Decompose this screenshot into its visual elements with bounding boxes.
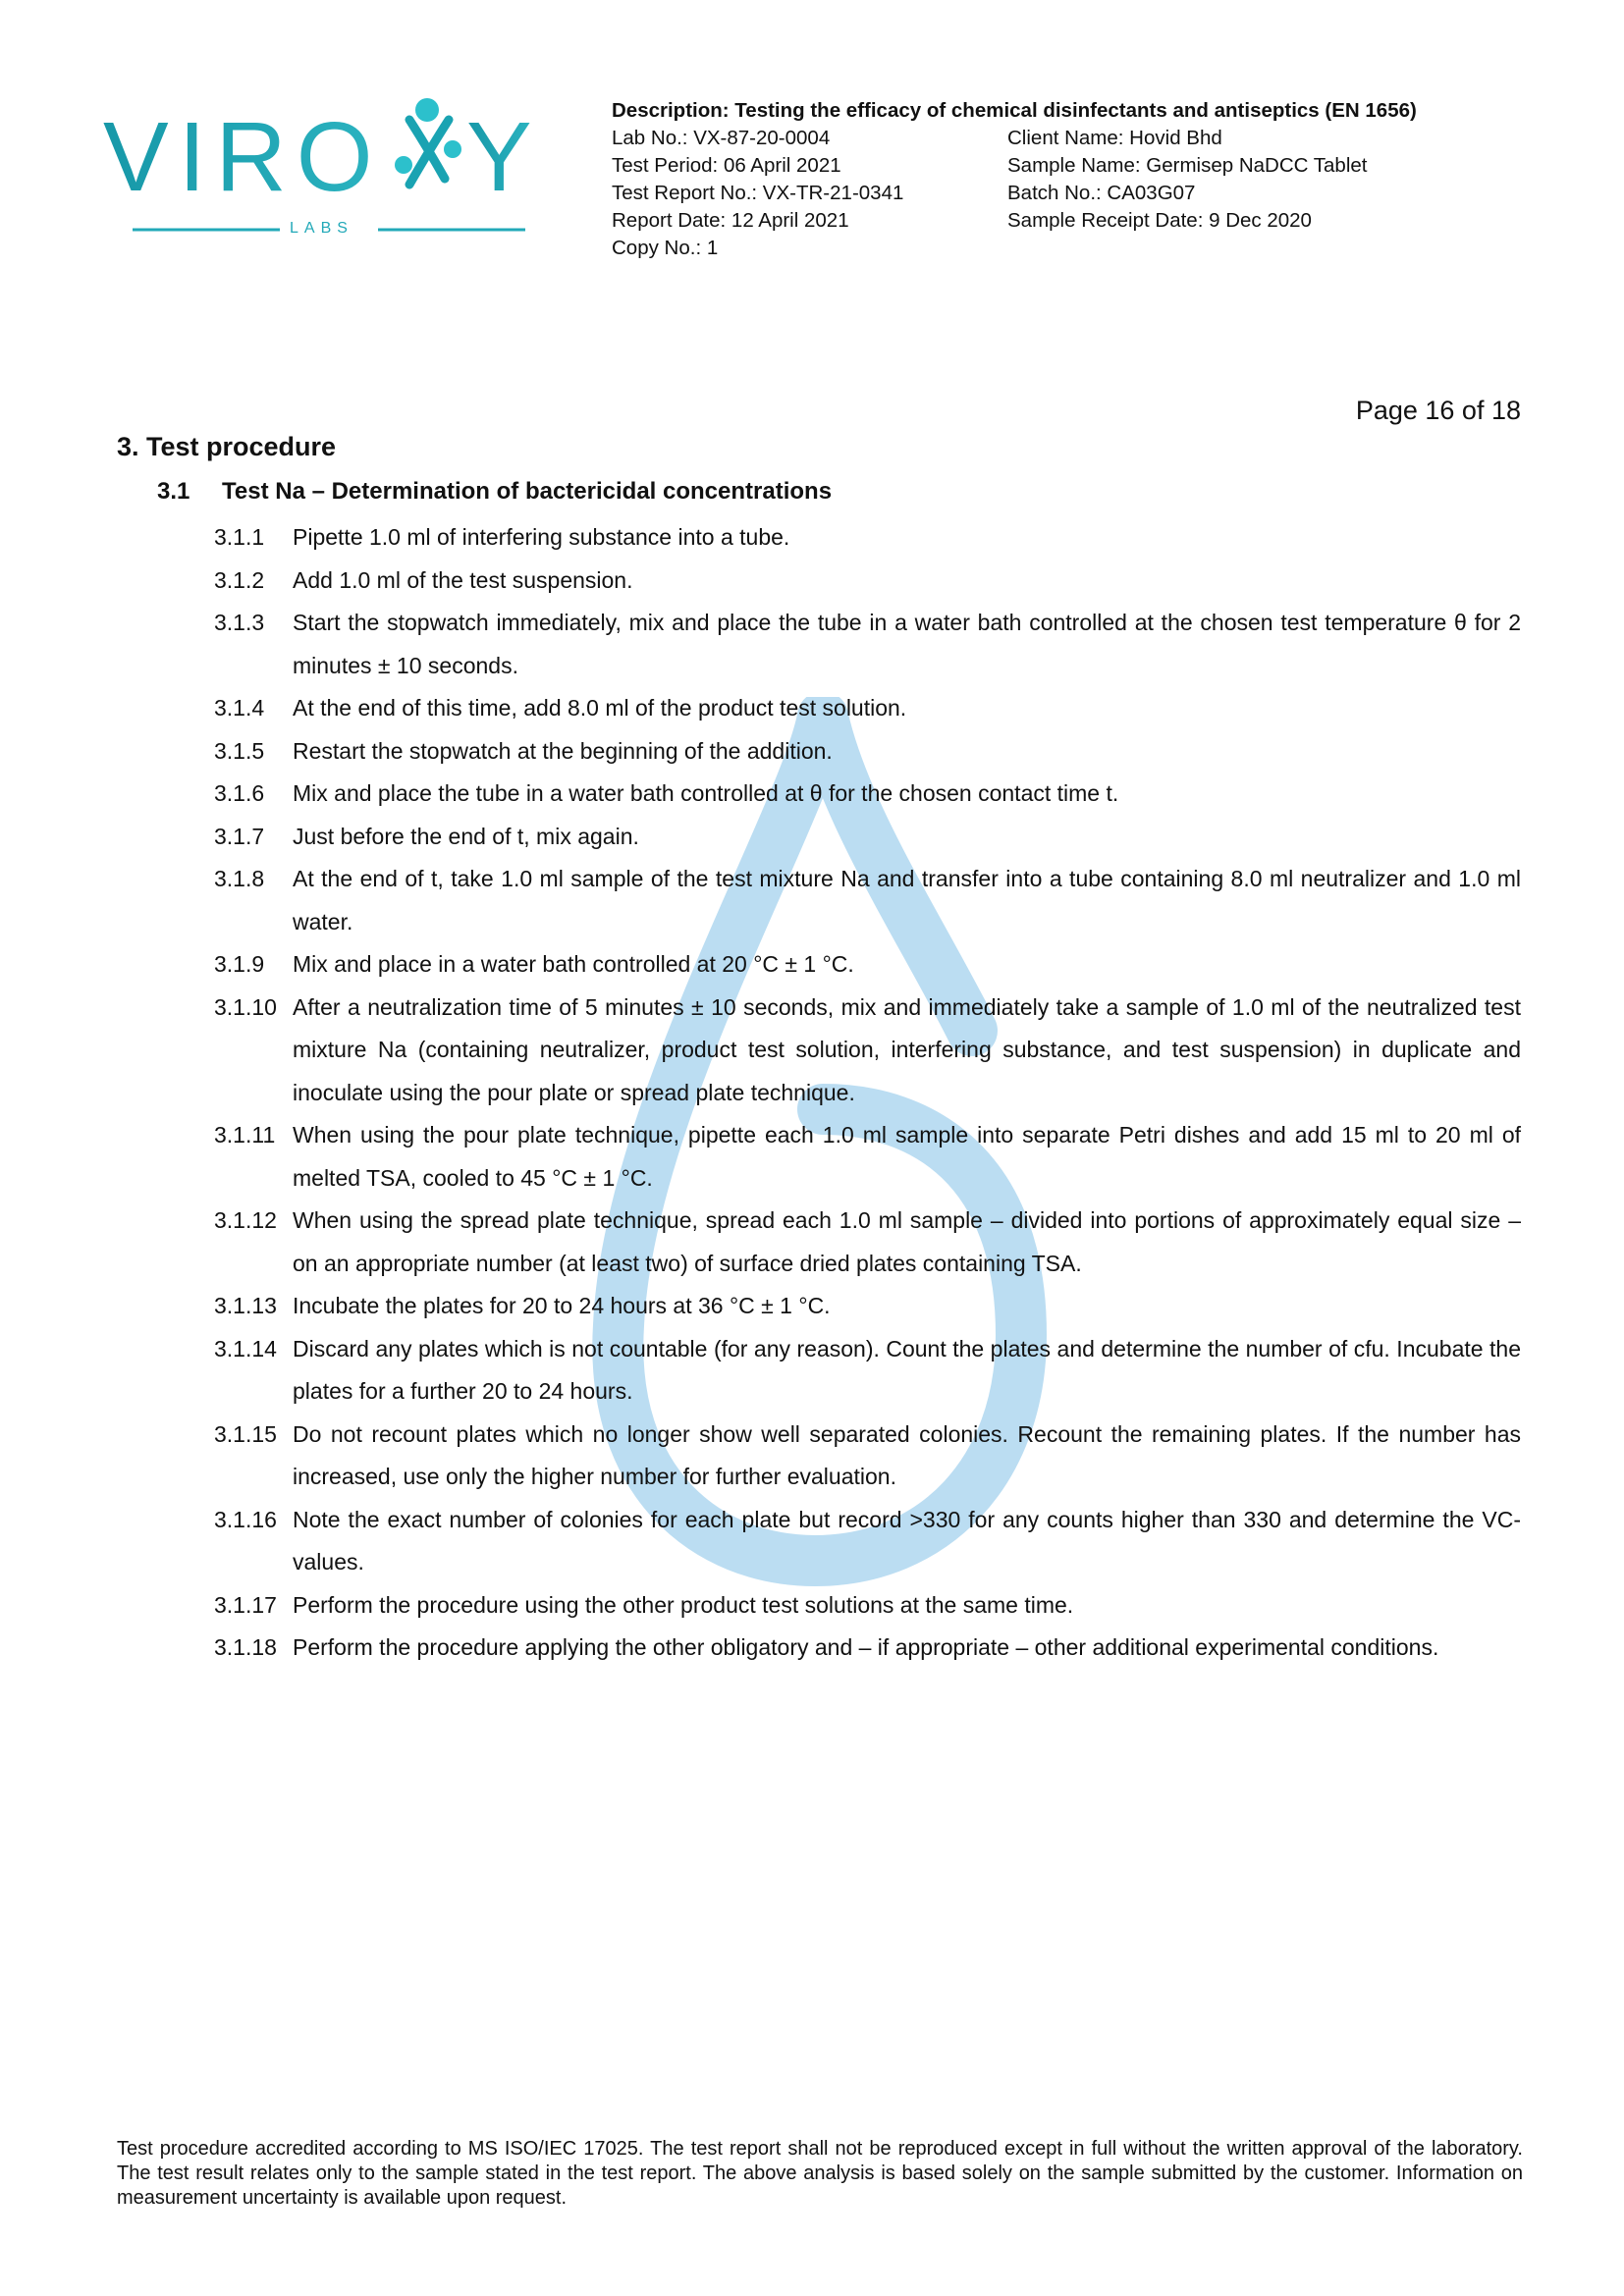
- list-item: [214, 516, 1521, 560]
- list-item: [214, 1627, 1521, 1670]
- step-number: 3.1.12: [214, 1207, 277, 1233]
- subsection-text: Test Na – Determination of bactericidal concentrations: [222, 478, 833, 505]
- step-number: 3.1.1: [214, 524, 265, 550]
- step-text: Incubate the plates for 20 to 24 hours at 36 °C ± 1 °C.: [293, 1293, 831, 1318]
- step-number: 3.1.10: [214, 993, 277, 1020]
- step-text: After a neutralization time of 5 minutes ± 10 seconds, mix and immediately take a sample of 1.0 ml of the neutralized test mixture Na (containing neutralizer, product test solution, interfering substance, and test suspension) in duplicate and inoculate using the pour plate or spread plate technique.: [293, 993, 1521, 1105]
- list-item: [214, 1499, 1521, 1584]
- step-number: 3.1.9: [214, 951, 265, 977]
- procedure-steps: [214, 516, 1521, 1670]
- subsection-number: 3.1: [157, 478, 190, 505]
- step-number: 3.1.4: [214, 695, 265, 721]
- step-number: 3.1.5: [214, 737, 265, 764]
- subsection-title: [157, 478, 832, 506]
- step-text: Note the exact number of colonies for each plate but record >330 for any counts higher than 330 and determine the VC-values.: [293, 1506, 1521, 1575]
- footer-disclaimer: Test procedure accredited according to MS ISO/IEC 17025. The test report shall not be reproduced except in full without the written approval of the laboratory. The test result relates only to the sample stated in the test report. The above analysis is based solely on the sample submitted by the customer. Information on measurement uncertainty is available upon request.: [117, 2138, 1523, 2209]
- page-number: Page 16 of 18: [1355, 396, 1521, 425]
- list-item: [214, 1114, 1521, 1200]
- step-number: 3.1.13: [214, 1293, 277, 1318]
- step-text: Do not recount plates which no longer show well separated colonies. Recount the remaining plates. If the number has increased, use only the higher number for further evaluation.: [293, 1420, 1521, 1489]
- step-text: At the end of t, take 1.0 ml sample of the test mixture Na and transfer into a tube containing 8.0 ml neutralizer and 1.0 ml water.: [293, 866, 1521, 934]
- step-number: 3.1.3: [214, 610, 265, 635]
- sample-name: Sample Name: Germisep NaDCC Tablet: [1007, 154, 1368, 177]
- lab-number: Lab No.: VX-87-20-0004: [612, 127, 831, 149]
- step-number: 3.1.17: [214, 1591, 277, 1618]
- step-number: 3.1.7: [214, 823, 265, 849]
- step-text: Mix and place the tube in a water bath controlled at θ for the chosen contact time t.: [293, 780, 1119, 806]
- list-item: [214, 987, 1521, 1115]
- list-item: [214, 1414, 1521, 1499]
- list-item: [214, 730, 1521, 774]
- batch-number: Batch No.: CA03G07: [1007, 182, 1196, 204]
- section-title: 3. Test procedure: [117, 432, 337, 461]
- step-number: 3.1.14: [214, 1335, 277, 1362]
- report-date: Report Date: 12 April 2021: [612, 209, 849, 232]
- step-text: Perform the procedure using the other product test solutions at the same time.: [293, 1591, 1074, 1618]
- list-item: [214, 773, 1521, 816]
- copy-number: Copy No.: 1: [612, 237, 719, 259]
- report-header: [612, 97, 1417, 262]
- step-number: 3.1.18: [214, 1634, 277, 1660]
- step-text: Mix and place in a water bath controlled at 20 °C ± 1 °C.: [293, 951, 854, 977]
- list-item: [214, 602, 1521, 687]
- test-period: Test Period: 06 April 2021: [612, 154, 841, 177]
- svg-text:VIRO: VIRO: [103, 102, 383, 212]
- list-item: [214, 858, 1521, 943]
- step-number: 3.1.6: [214, 780, 265, 806]
- step-number: 3.1.16: [214, 1506, 277, 1532]
- step-number: 3.1.15: [214, 1420, 277, 1447]
- list-item: [214, 1584, 1521, 1628]
- svg-text:Y: Y: [466, 102, 532, 212]
- step-text: Add 1.0 ml of the test suspension.: [293, 566, 633, 593]
- step-text: Just before the end of t, mix again.: [293, 823, 639, 849]
- step-text: Pipette 1.0 ml of interfering substance into a tube.: [293, 524, 790, 550]
- step-text: Restart the stopwatch at the beginning of the addition.: [293, 737, 833, 764]
- list-item: [214, 1328, 1521, 1414]
- test-report-number: Test Report No.: VX-TR-21-0341: [612, 182, 904, 204]
- list-item: [214, 560, 1521, 603]
- company-logo: [103, 98, 555, 245]
- step-text: At the end of this time, add 8.0 ml of the product test solution.: [293, 695, 907, 721]
- step-text: Perform the procedure applying the other obligatory and – if appropriate – other additional experimental conditions.: [293, 1634, 1439, 1660]
- step-number: 3.1.2: [214, 566, 265, 593]
- step-text: Discard any plates which is not countable (for any reason). Count the plates and determine the number of cfu. Incubate the plates for a further 20 to 24 hours.: [293, 1335, 1521, 1404]
- sample-receipt-date: Sample Receipt Date: 9 Dec 2020: [1007, 209, 1312, 232]
- step-text: When using the pour plate technique, pipette each 1.0 ml sample into separate Petri dishes and add 15 ml to 20 ml of melted TSA, cooled to 45 °C ± 1 °C.: [293, 1122, 1521, 1191]
- list-item: [214, 687, 1521, 730]
- list-item: [214, 816, 1521, 859]
- list-item: [214, 1200, 1521, 1285]
- step-number: 3.1.8: [214, 866, 265, 891]
- logo-labs-text: LABS: [290, 220, 353, 237]
- step-text: Start the stopwatch immediately, mix and place the tube in a water bath controlled at the chosen test temperature θ for 2 minutes ± 10 seconds.: [293, 610, 1521, 678]
- report-description: Description: Testing the efficacy of chemical disinfectants and antiseptics (EN 1656): [612, 99, 1417, 122]
- step-number: 3.1.11: [214, 1122, 276, 1148]
- list-item: [214, 1285, 1521, 1328]
- list-item: [214, 943, 1521, 987]
- client-name: Client Name: Hovid Bhd: [1007, 127, 1222, 149]
- step-text: When using the spread plate technique, spread each 1.0 ml sample – divided into portions of approximately equal size – on an appropriate number (at least two) of surface dried plates containing TSA.: [293, 1207, 1521, 1276]
